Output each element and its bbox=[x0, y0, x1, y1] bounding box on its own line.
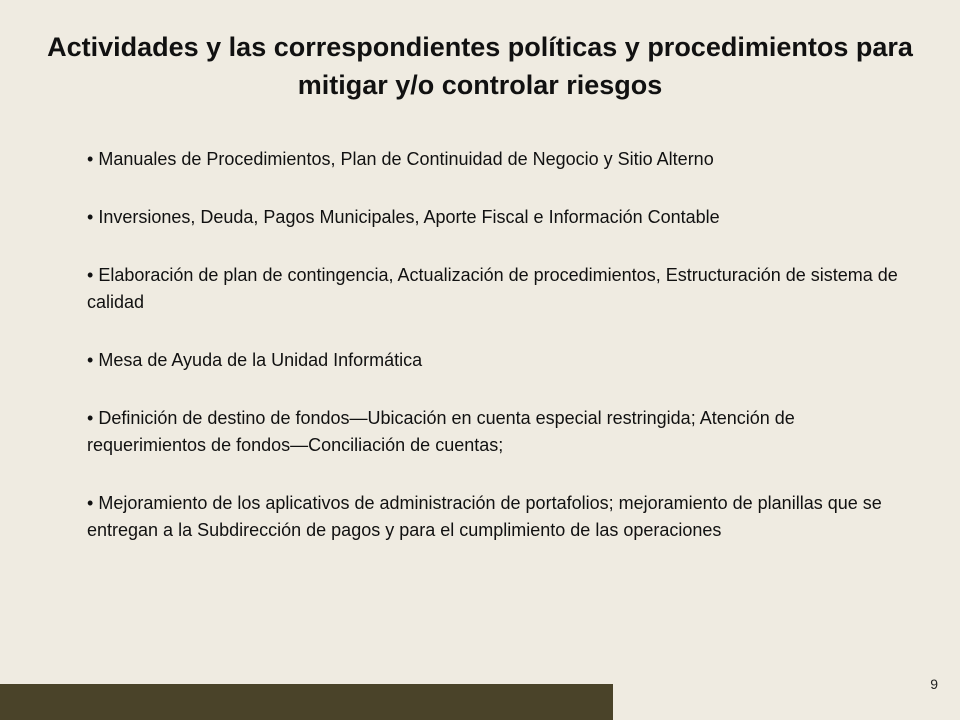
bullet-text: Definición de destino de fondos—Ubicación en cuenta especial restringida; Atención de requerimientos de fondos—Conciliación de cuentas; bbox=[87, 408, 795, 455]
bullet-dot-icon: • bbox=[87, 350, 94, 370]
footer-bar bbox=[0, 684, 613, 720]
bullet-list bbox=[87, 146, 917, 575]
bullet-item-1 bbox=[87, 146, 917, 173]
bullet-item-2 bbox=[87, 204, 917, 231]
bullet-dot-icon: • bbox=[87, 265, 94, 285]
bullet-item-6 bbox=[87, 490, 917, 544]
bullet-text: Manuales de Procedimientos, Plan de Continuidad de Negocio y Sitio Alterno bbox=[98, 149, 714, 169]
bullet-item-5 bbox=[87, 405, 917, 459]
page-number: 9 bbox=[930, 676, 938, 692]
bullet-dot-icon: • bbox=[87, 207, 94, 227]
bullet-text: Mesa de Ayuda de la Unidad Informática bbox=[98, 350, 423, 370]
bullet-text: Elaboración de plan de contingencia, Actualización de procedimientos, Estructuración de sistema de calidad bbox=[87, 265, 898, 312]
slide-title: Actividades y las correspondientes políticas y procedimientos para mitigar y/o controlar riesgos bbox=[47, 32, 913, 100]
bullet-dot-icon: • bbox=[87, 149, 94, 169]
bullet-item-4 bbox=[87, 347, 917, 374]
bullet-dot-icon: • bbox=[87, 408, 94, 428]
bullet-dot-icon: • bbox=[87, 493, 94, 513]
bullet-item-3 bbox=[87, 262, 917, 316]
bullet-text: Mejoramiento de los aplicativos de administración de portafolios; mejoramiento de planillas que se entregan a la Subdirección de pagos y para el cumplimiento de las operaciones bbox=[87, 493, 882, 540]
bullet-text: Inversiones, Deuda, Pagos Municipales, Aporte Fiscal e Información Contable bbox=[98, 207, 720, 227]
